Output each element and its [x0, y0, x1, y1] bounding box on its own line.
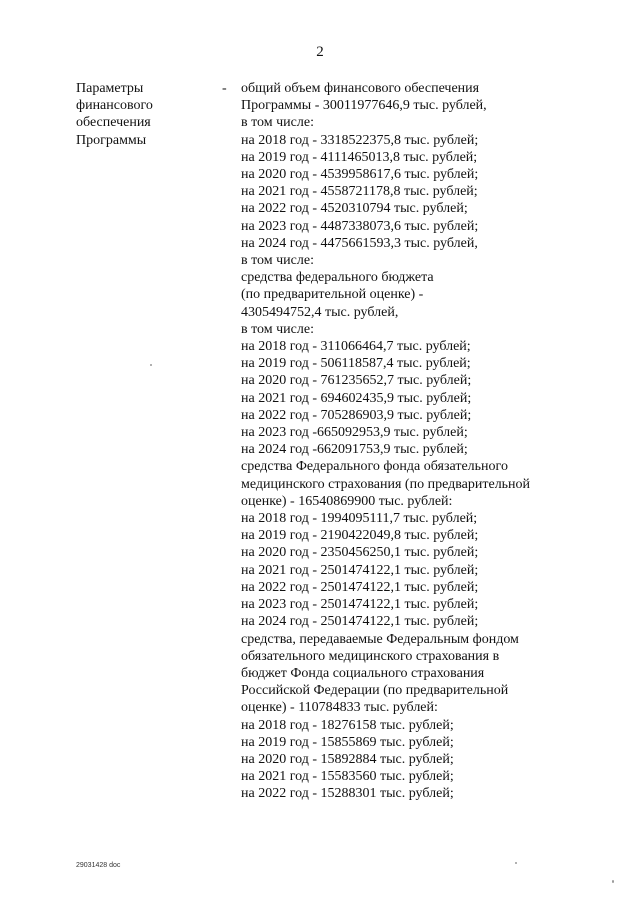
content-line: оценке) - 16540869900 тыс. рублей:	[241, 493, 453, 509]
content-line: на 2022 год - 15288301 тыс. рублей;	[241, 786, 454, 802]
content-line: на 2019 год - 2190422049,8 тыс. рублей;	[241, 528, 479, 544]
content-line: обязательного медицинского страхования в	[241, 648, 500, 664]
scan-speck	[515, 862, 517, 864]
content-line: 4305494752,4 тыс. рублей,	[241, 304, 399, 320]
content-line: на 2023 год - 4487338073,6 тыс. рублей;	[241, 218, 479, 234]
label-line: финансового	[76, 98, 153, 114]
content-line: медицинского страхования (по предварительной	[241, 476, 531, 492]
content-line: средства Федерального фонда обязательного	[241, 459, 508, 475]
financing-details	[241, 80, 601, 803]
content-line: в том числе:	[241, 253, 314, 269]
content-line: на 2018 год - 18276158 тыс. рублей;	[241, 717, 454, 733]
content-line: Программы - 30011977646,9 тыс. рублей,	[241, 98, 487, 114]
content-line: на 2021 год - 4558721178,8 тыс. рублей;	[241, 184, 478, 200]
label-line: Параметры	[76, 81, 144, 96]
label-line: обеспечения	[76, 115, 151, 131]
separator-dash: -	[222, 81, 227, 96]
content-line: на 2024 год -662091753,9 тыс. рублей;	[241, 442, 468, 458]
content-line: Российской Федерации (по предварительной	[241, 683, 509, 699]
content-line: на 2019 год - 15855869 тыс. рублей;	[241, 734, 454, 750]
content-line: на 2022 год - 705286903,9 тыс. рублей;	[241, 407, 472, 423]
content-line: в том числе:	[241, 321, 314, 337]
content-line: на 2023 год -665092953,9 тыс. рублей;	[241, 425, 468, 441]
document-footer: 29031428 doc	[76, 862, 121, 869]
content-line: на 2021 год - 15583560 тыс. рублей;	[241, 769, 454, 785]
scan-speck	[150, 364, 152, 366]
content-line: в том числе:	[241, 115, 314, 131]
content-line: средства, передаваемые Федеральным фондом	[241, 631, 519, 647]
content-line: на 2020 год - 2350456250,1 тыс. рублей;	[241, 545, 479, 561]
content-line: бюджет Фонда социального страхования	[241, 665, 485, 681]
content-line: средства федерального бюджета	[241, 270, 434, 286]
content-line: на 2020 год - 15892884 тыс. рублей;	[241, 751, 454, 767]
content-line: оценке) - 110784833 тыс. рублей:	[241, 700, 438, 716]
page-number: 2	[316, 44, 324, 60]
content-line: на 2023 год - 2501474122,1 тыс. рублей;	[241, 597, 479, 613]
label-line: Программы	[76, 132, 147, 148]
content-line: на 2020 год - 4539958617,6 тыс. рублей;	[241, 167, 479, 183]
content-line: на 2019 год - 506118587,4 тыс. рублей;	[241, 356, 471, 372]
content-line: на 2024 год - 4475661593,3 тыс. рублей,	[241, 235, 478, 251]
content-line: на 2021 год - 694602435,9 тыс. рублей;	[241, 390, 472, 406]
content-line: на 2022 год - 4520310794 тыс. рублей;	[241, 201, 468, 217]
content-line: на 2019 год - 4111465013,8 тыс. рублей;	[241, 149, 478, 165]
content-line: на 2018 год - 3318522375,8 тыс. рублей;	[241, 132, 479, 148]
content-line: на 2020 год - 761235652,7 тыс. рублей;	[241, 373, 472, 389]
content-line: (по предварительной оценке) -	[241, 287, 424, 303]
content-line: на 2022 год - 2501474122,1 тыс. рублей;	[241, 579, 479, 595]
parameter-label	[76, 80, 206, 149]
content-line: на 2018 год - 1994095111,7 тыс. рублей;	[241, 511, 478, 527]
content-line: на 2021 год - 2501474122,1 тыс. рублей;	[241, 562, 479, 578]
content-line: на 2024 год - 2501474122,1 тыс. рублей;	[241, 614, 479, 630]
content-line: общий объем финансового обеспечения	[241, 81, 480, 96]
content-line: на 2018 год - 311066464,7 тыс. рублей;	[241, 339, 471, 355]
scan-speck	[612, 880, 614, 883]
